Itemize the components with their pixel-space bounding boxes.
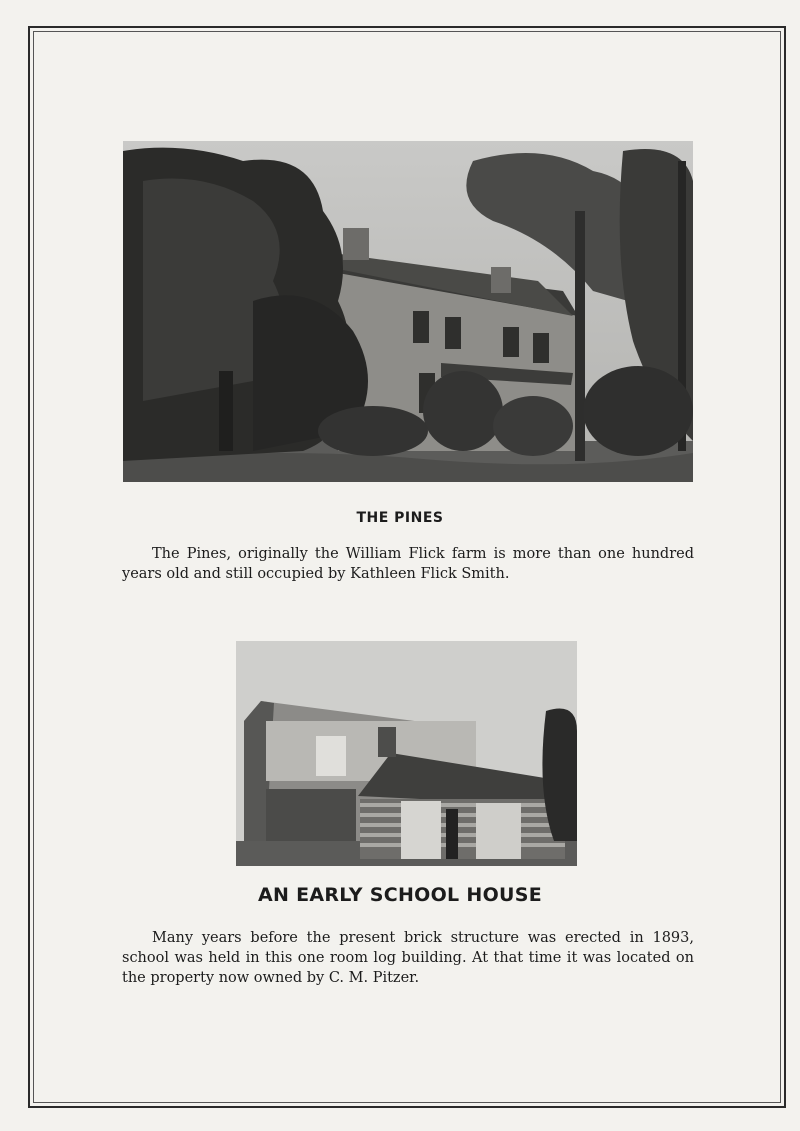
pines-heading: THE PINES [356,510,444,526]
pines-photo [123,141,693,482]
school-house-description: Many years before the present brick structure was erected in 1893, school was held in this one room log building. At that time it was located on the property now owned by C. M. Pitzer. [122,930,694,986]
school-house-photo [236,641,577,866]
school-house-heading: AN EARLY SCHOOL HOUSE [257,884,543,906]
pines-description: The Pines, originally the William Flick farm is more than one hundred years old and still occupied by Kathleen Flick Smith. [122,546,694,582]
